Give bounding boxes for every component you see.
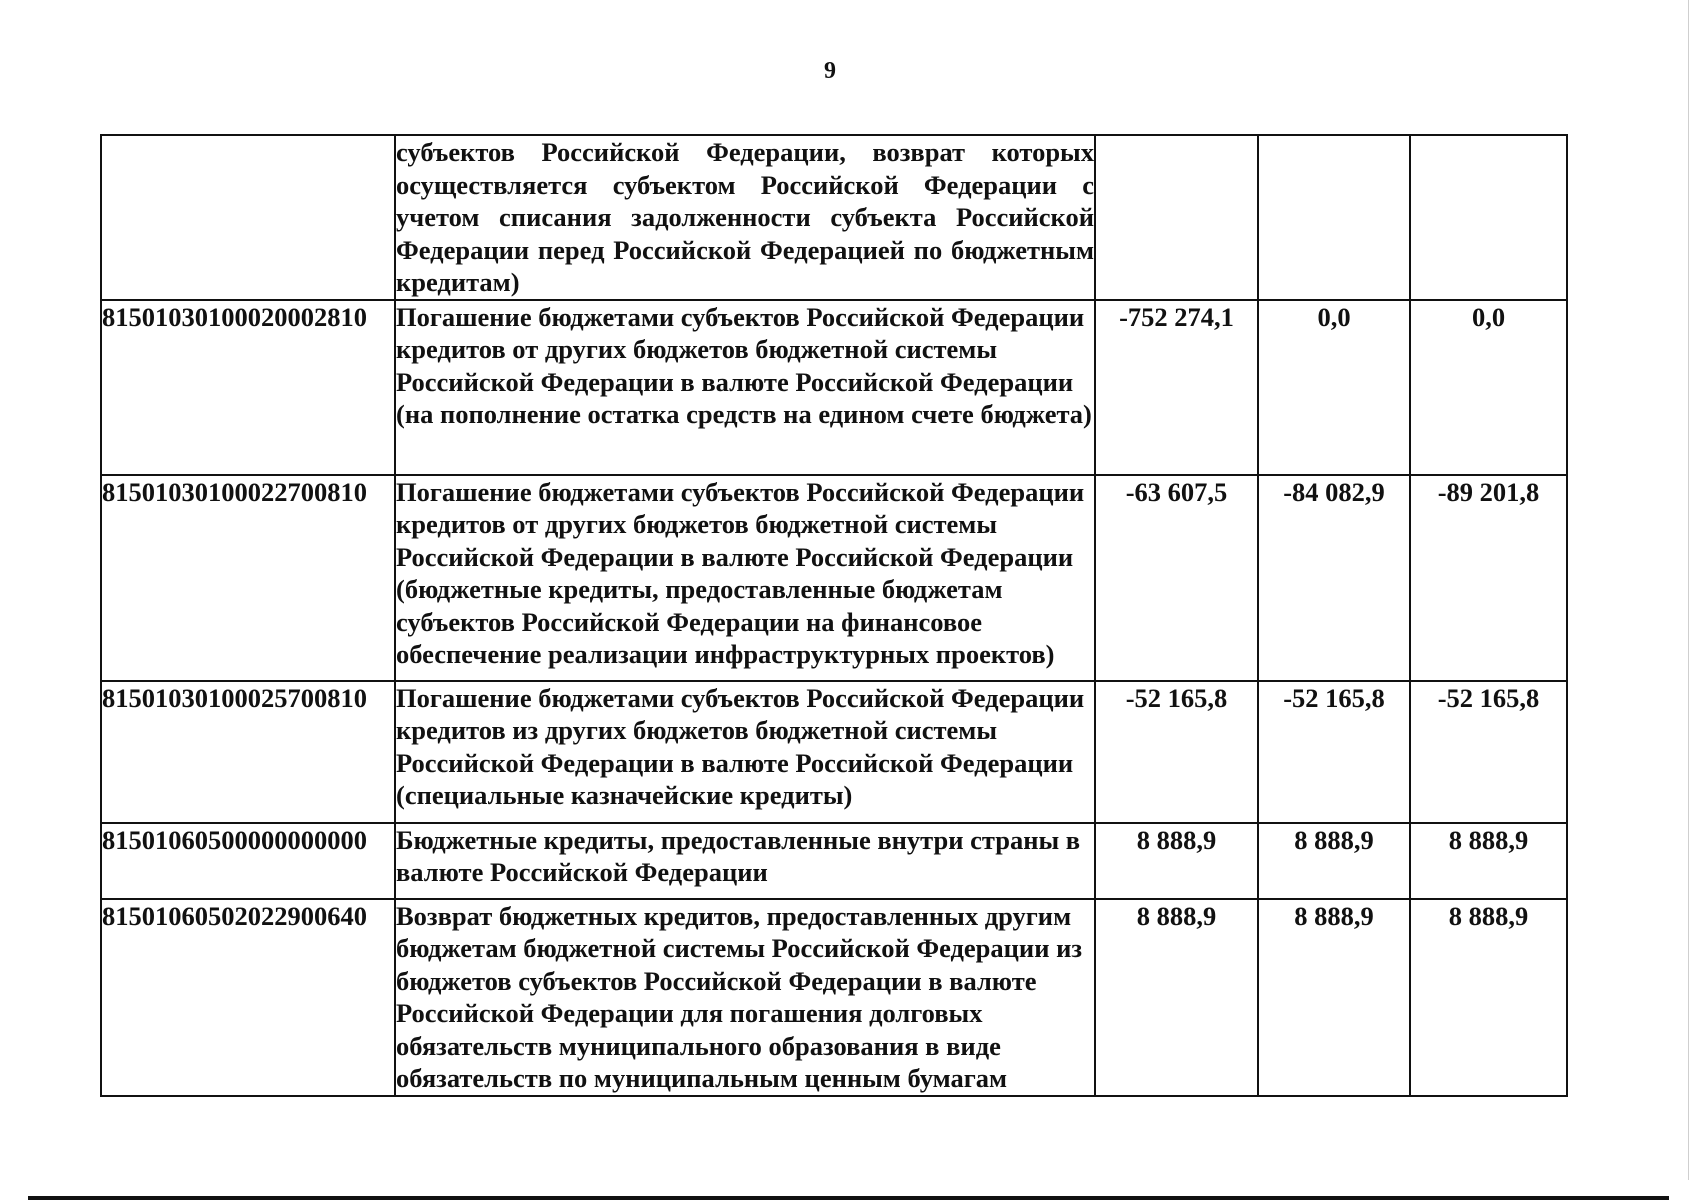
budget-code-cell: 81501030100025700810 xyxy=(101,681,395,823)
table-row xyxy=(101,475,1567,681)
year-3-amount-cell: -52 165,8 xyxy=(1410,681,1567,823)
year-2-amount-cell: -52 165,8 xyxy=(1258,681,1410,823)
table-row xyxy=(101,823,1567,899)
budget-item-name-cell: Возврат бюджетных кредитов, предоставленных другим бюджетам бюджетной системы Российской Федерации из бюджетов субъектов Российской Федерации в валюте Российской Федерации для погашения долговых обязательств муниципального образования в виде обязательств по муниципальным ценным бумагам xyxy=(395,899,1095,1096)
year-1-amount-cell: -752 274,1 xyxy=(1095,300,1258,475)
year-2-amount-cell: 0,0 xyxy=(1258,300,1410,475)
budget-item-name-cell: субъектов Российской Федерации, возврат которых осуществляется субъектом Российской Федерации с учетом списания задолженности субъекта Российской Федерации перед Российской Федерацией по бюджетным кредитам) xyxy=(395,135,1095,300)
year-1-amount-cell: -52 165,8 xyxy=(1095,681,1258,823)
year-3-amount-cell: -89 201,8 xyxy=(1410,475,1567,681)
table-row xyxy=(101,135,1567,300)
budget-code-cell: 81501030100020002810 xyxy=(101,300,395,475)
page-number: 9 xyxy=(824,58,836,84)
budget-item-name-cell: Погашение бюджетами субъектов Российской Федерации кредитов от других бюджетов бюджетной системы Российской Федерации в валюте Российской Федерации (бюджетные кредиты, предоставленные бюджетам субъектов Российской Федерации на финансовое обеспечение реализации инфраструктурных проектов) xyxy=(395,475,1095,681)
year-2-amount-cell: 8 888,9 xyxy=(1258,823,1410,899)
table-row xyxy=(101,681,1567,823)
budget-item-name-cell: Бюджетные кредиты, предоставленные внутри страны в валюте Российской Федерации xyxy=(395,823,1095,899)
year-2-amount-cell xyxy=(1258,135,1410,300)
year-3-amount-cell xyxy=(1410,135,1567,300)
budget-code-cell: 81501060500000000000 xyxy=(101,823,395,899)
year-2-amount-cell: 8 888,9 xyxy=(1258,899,1410,1096)
year-1-amount-cell: 8 888,9 xyxy=(1095,899,1258,1096)
budget-item-name-cell: Погашение бюджетами субъектов Российской Федерации кредитов из других бюджетов бюджетной системы Российской Федерации в валюте Российской Федерации (специальные казначейские кредиты) xyxy=(395,681,1095,823)
year-3-amount-cell: 0,0 xyxy=(1410,300,1567,475)
year-3-amount-cell: 8 888,9 xyxy=(1410,823,1567,899)
year-2-amount-cell: -84 082,9 xyxy=(1258,475,1410,681)
budget-code-cell: 81501030100022700810 xyxy=(101,475,395,681)
budget-code-cell xyxy=(101,135,395,300)
scan-bottom-border xyxy=(28,1196,1669,1200)
year-1-amount-cell xyxy=(1095,135,1258,300)
budget-code-cell: 81501060502022900640 xyxy=(101,899,395,1096)
year-1-amount-cell: 8 888,9 xyxy=(1095,823,1258,899)
year-3-amount-cell: 8 888,9 xyxy=(1410,899,1567,1096)
table-row xyxy=(101,300,1567,475)
table-row xyxy=(101,899,1567,1096)
scan-edge-line xyxy=(1688,0,1689,1180)
year-1-amount-cell: -63 607,5 xyxy=(1095,475,1258,681)
budget-item-name-cell: Погашение бюджетами субъектов Российской Федерации кредитов от других бюджетов бюджетной системы Российской Федерации в валюте Российской Федерации (на пополнение остатка средств на едином счете бюджета) xyxy=(395,300,1095,475)
budget-table xyxy=(100,134,1568,1097)
